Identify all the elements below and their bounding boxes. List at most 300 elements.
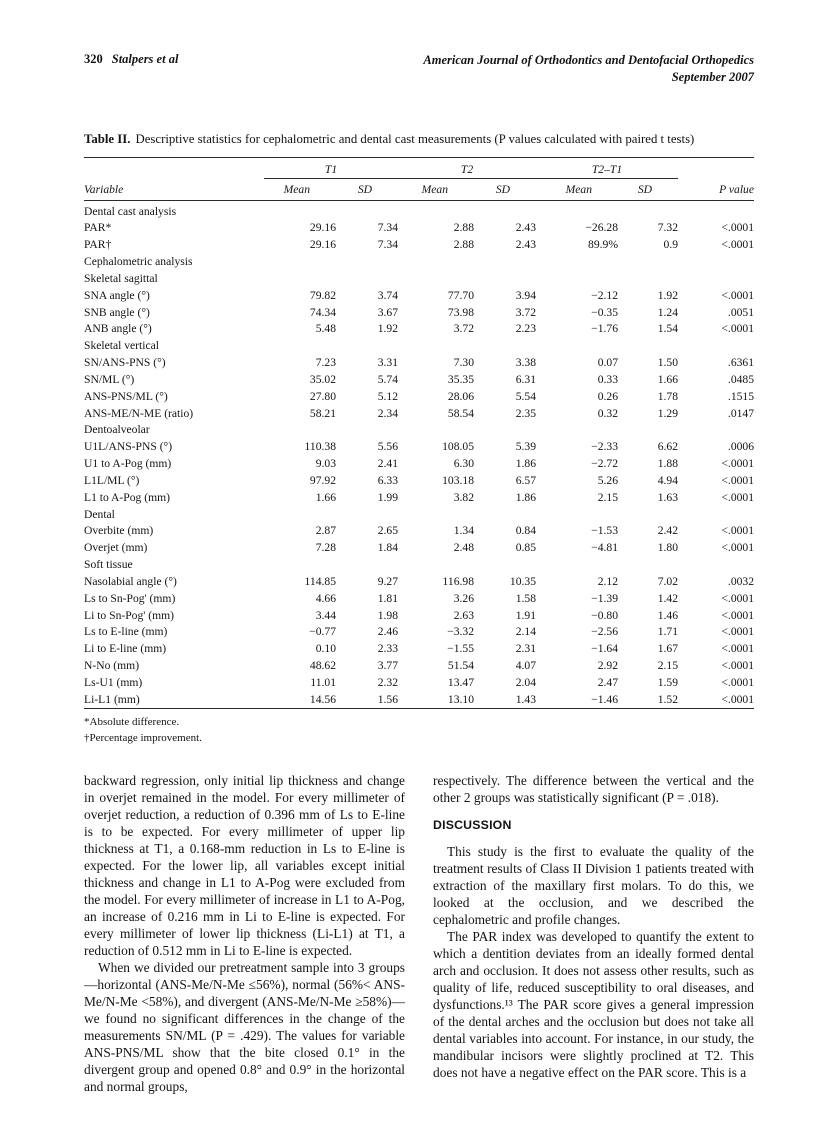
value-cell: −1.53 <box>591 524 618 538</box>
row-label: Overjet (mm) <box>84 541 148 555</box>
empty-cell <box>678 507 754 524</box>
value-cell: 3.26 <box>453 591 474 605</box>
value-cell: −0.80 <box>591 608 618 622</box>
value-cell: 3.38 <box>515 356 536 370</box>
p-value-cell: <.0001 <box>721 221 755 235</box>
column-header-row <box>84 178 754 200</box>
value-cell: 1.66 <box>315 490 336 504</box>
value-cell: 2.04 <box>515 675 536 689</box>
p-value-cell: <.0001 <box>721 692 755 706</box>
value-cell: 5.39 <box>515 440 536 454</box>
row-label: ANS-ME/N-ME (ratio) <box>84 406 194 420</box>
value-cell: 74.34 <box>309 305 336 319</box>
value-cell: −26.28 <box>585 221 618 235</box>
value-cell: 2.34 <box>377 406 398 420</box>
empty-cell <box>336 200 398 220</box>
value-cell: 2.42 <box>657 524 679 538</box>
article-body <box>84 772 754 1095</box>
value-cell: 77.70 <box>447 288 474 302</box>
empty-cell <box>264 271 336 288</box>
p-value-cell: <.0001 <box>721 642 755 656</box>
empty-cell <box>536 557 618 574</box>
empty-cell <box>618 271 678 288</box>
row-label: Cephalometric analysis <box>84 255 193 269</box>
row-label: Soft tissue <box>84 558 133 572</box>
group-header-t2t1: T2–T1 <box>536 157 678 178</box>
table-data-row <box>84 288 754 305</box>
column-header-sd-t2: SD <box>474 178 536 200</box>
value-cell: 1.24 <box>657 305 679 319</box>
value-cell: 1.56 <box>377 692 398 706</box>
row-label: N-No (mm) <box>84 658 140 672</box>
p-value-cell: <.0001 <box>721 608 755 622</box>
value-cell: 29.16 <box>309 221 336 235</box>
value-cell: 7.30 <box>453 356 474 370</box>
value-cell: 0.33 <box>597 372 618 386</box>
value-cell: 1.54 <box>657 322 679 336</box>
value-cell: 0.84 <box>515 524 536 538</box>
empty-cell <box>678 200 754 220</box>
table-section-row <box>84 422 754 439</box>
value-cell: 1.71 <box>657 625 679 639</box>
running-head <box>84 52 754 85</box>
value-cell: 2.35 <box>515 406 536 420</box>
table-data-row <box>84 692 754 709</box>
p-value-cell: .0147 <box>727 406 755 420</box>
footnote-percentage-improvement: †Percentage improvement. <box>84 731 202 744</box>
row-label: SNB angle (°) <box>84 305 150 319</box>
value-cell: 114.85 <box>304 574 336 588</box>
value-cell: −3.32 <box>447 625 474 639</box>
empty-cell <box>264 557 336 574</box>
value-cell: 1.78 <box>657 389 679 403</box>
value-cell: 0.9 <box>663 238 679 252</box>
value-cell: 48.62 <box>309 658 336 672</box>
row-label: SN/ANS-PNS (°) <box>84 356 166 370</box>
empty-cell <box>264 254 336 271</box>
value-cell: 2.33 <box>377 642 398 656</box>
value-cell: 1.84 <box>377 541 398 555</box>
empty-cell <box>678 271 754 288</box>
value-cell: 10.35 <box>509 574 536 588</box>
row-label: Ls to E-line (mm) <box>84 625 168 639</box>
value-cell: 0.85 <box>515 541 536 555</box>
p-value-cell: <.0001 <box>721 675 755 689</box>
empty-cell <box>336 557 398 574</box>
paragraph: The PAR index was developed to quantify the extent to which a dentition deviates from an ideally formed dental arch and occlusion. It does not assess other results, such as quality of life, reduced susceptibility to oral diseases, and dysfunctions.¹³ The PAR score gives a general impression of the dental arches and the occlusion but does not take all dental variables into account. For instance, in our study, the mandibular incisors were slightly proclined at T2. This does not have a negative effect on the PAR score. This is a <box>433 929 754 1081</box>
row-label: Ls-U1 (mm) <box>84 675 143 689</box>
value-cell: 1.63 <box>657 490 679 504</box>
value-cell: 1.86 <box>515 490 536 504</box>
p-value-cell: <.0001 <box>721 658 755 672</box>
row-label: PAR* <box>84 221 112 235</box>
empty-cell <box>536 422 618 439</box>
issue-date: September 2007 <box>671 69 754 84</box>
empty-cell <box>398 338 474 355</box>
empty-cell <box>336 338 398 355</box>
column-header-sd-t1: SD <box>336 178 398 200</box>
value-cell: 3.72 <box>453 322 474 336</box>
value-cell: 1.99 <box>377 490 398 504</box>
value-cell: 1.52 <box>657 692 679 706</box>
value-cell: 4.07 <box>515 658 536 672</box>
p-value-cell: <.0001 <box>721 473 755 487</box>
p-value-cell: <.0001 <box>721 591 755 605</box>
row-label: Overbite (mm) <box>84 524 154 538</box>
value-cell: −1.55 <box>447 642 474 656</box>
value-cell: 2.63 <box>453 608 474 622</box>
empty-cell <box>678 338 754 355</box>
page-number: 320 <box>84 52 103 66</box>
value-cell: 3.31 <box>377 356 398 370</box>
value-cell: 7.28 <box>315 541 336 555</box>
value-cell: 6.30 <box>453 457 474 471</box>
group-header-t1: T1 <box>264 157 398 178</box>
value-cell: 1.43 <box>515 692 536 706</box>
p-value-cell: .0485 <box>727 372 755 386</box>
value-cell: 79.82 <box>309 288 336 302</box>
value-cell: 0.26 <box>597 389 618 403</box>
empty-cell <box>618 422 678 439</box>
row-label: ANB angle (°) <box>84 322 152 336</box>
empty-cell <box>618 507 678 524</box>
p-value-cell: <.0001 <box>721 288 755 302</box>
column-header-mean-t2t1: Mean <box>536 178 618 200</box>
empty-cell <box>618 557 678 574</box>
value-cell: 4.66 <box>315 591 336 605</box>
empty-cell <box>678 422 754 439</box>
row-label: Li to E-line (mm) <box>84 642 167 656</box>
value-cell: 2.31 <box>515 642 536 656</box>
authors-short: Stalpers et al <box>111 52 179 66</box>
value-cell: −1.64 <box>591 642 618 656</box>
row-label: Li-L1 (mm) <box>84 692 140 706</box>
p-value-cell: <.0001 <box>721 238 755 252</box>
empty-cell <box>398 254 474 271</box>
empty-cell <box>264 507 336 524</box>
row-label: SNA angle (°) <box>84 288 150 302</box>
row-label: U1L/ANS-PNS (°) <box>84 440 173 454</box>
empty-cell <box>474 254 536 271</box>
row-label: Li to Sn-Pog' (mm) <box>84 608 175 622</box>
row-label: Skeletal sagittal <box>84 271 158 285</box>
value-cell: 1.80 <box>657 541 679 555</box>
empty-group-cell <box>678 157 754 178</box>
value-cell: 2.12 <box>597 574 618 588</box>
value-cell: 58.54 <box>447 406 474 420</box>
value-cell: 1.34 <box>453 524 474 538</box>
table-footnotes <box>84 715 754 746</box>
value-cell: 7.23 <box>315 356 336 370</box>
table-data-row <box>84 406 754 423</box>
empty-cell <box>398 200 474 220</box>
empty-cell <box>336 507 398 524</box>
p-value-cell: <.0001 <box>721 322 755 336</box>
value-cell: 73.98 <box>447 305 474 319</box>
row-label: Ls to Sn-Pog' (mm) <box>84 591 176 605</box>
empty-cell <box>618 254 678 271</box>
value-cell: 1.67 <box>657 642 679 656</box>
value-cell: 51.54 <box>447 658 474 672</box>
column-header-pvalue: P value <box>678 178 754 200</box>
value-cell: 2.15 <box>597 490 618 504</box>
table-data-row <box>84 490 754 507</box>
value-cell: 35.35 <box>447 372 474 386</box>
table-data-row <box>84 439 754 456</box>
p-value-cell: <.0001 <box>721 490 755 504</box>
running-head-left <box>84 52 178 67</box>
p-value-cell: <.0001 <box>721 625 755 639</box>
table-section-row <box>84 557 754 574</box>
group-header-t2: T2 <box>398 157 536 178</box>
value-cell: 7.32 <box>657 221 679 235</box>
value-cell: 6.31 <box>515 372 536 386</box>
row-label: SN/ML (°) <box>84 372 135 386</box>
value-cell: 9.03 <box>315 457 336 471</box>
table-caption-label: Table II. <box>84 132 131 146</box>
value-cell: 0.32 <box>597 406 618 420</box>
empty-cell <box>536 200 618 220</box>
table-data-row <box>84 540 754 557</box>
empty-cell <box>618 338 678 355</box>
value-cell: 3.67 <box>377 305 398 319</box>
row-label: Dentoalveolar <box>84 423 150 437</box>
row-label: Nasolabial angle (°) <box>84 574 177 588</box>
table-data-row <box>84 574 754 591</box>
value-cell: 7.02 <box>657 574 679 588</box>
value-cell: 0.07 <box>597 356 618 370</box>
table-data-row <box>84 389 754 406</box>
empty-cell <box>398 271 474 288</box>
empty-cell <box>536 254 618 271</box>
p-value-cell: <.0001 <box>721 541 755 555</box>
empty-cell <box>398 422 474 439</box>
empty-cell <box>536 338 618 355</box>
value-cell: 5.12 <box>377 389 398 403</box>
table-data-row <box>84 237 754 254</box>
table-section-row <box>84 200 754 220</box>
empty-cell <box>678 557 754 574</box>
group-header-row <box>84 157 754 178</box>
value-cell: 6.57 <box>515 473 536 487</box>
empty-cell <box>536 271 618 288</box>
p-value-cell: .0032 <box>727 574 755 588</box>
empty-cell <box>474 422 536 439</box>
empty-cell <box>678 254 754 271</box>
value-cell: 14.56 <box>309 692 336 706</box>
value-cell: 5.56 <box>377 440 398 454</box>
value-cell: 0.10 <box>315 642 336 656</box>
value-cell: 2.88 <box>453 221 474 235</box>
stats-table <box>84 157 754 710</box>
row-label: L1L/ML (°) <box>84 473 140 487</box>
value-cell: 2.47 <box>597 675 618 689</box>
value-cell: 3.72 <box>515 305 536 319</box>
value-cell: 1.81 <box>377 591 398 605</box>
value-cell: 28.06 <box>447 389 474 403</box>
value-cell: −2.72 <box>591 457 618 471</box>
value-cell: −2.33 <box>591 440 618 454</box>
column-header-mean-t1: Mean <box>264 178 336 200</box>
value-cell: 108.05 <box>442 440 474 454</box>
value-cell: 27.80 <box>309 389 336 403</box>
value-cell: 2.88 <box>453 238 474 252</box>
table-data-row <box>84 305 754 322</box>
table-data-row <box>84 321 754 338</box>
empty-cell <box>474 271 536 288</box>
empty-cell <box>398 557 474 574</box>
paragraph: backward regression, only initial lip thickness and change in overjet remained in the model. For every millimeter of overjet reduction, a reduction of 0.396 mm of Ls to E-line is to be expected. For every millimeter of upper lip thickness at T1, a 0.168-mm reduction in Ls to E-line is expected. For the lower lip, all variables except initial thickness and change in L1 to A-Pog were excluded from the model. For every millimeter of increase in L1 to A-Pog, an increase of 0.216 mm in Li to E-line is expected. For every millimeter of lower lip thickness (Li-L1) at T1, a reduction of 0.512 mm in Li to E-line is expected. <box>84 773 405 959</box>
value-cell: 6.62 <box>657 440 679 454</box>
value-cell: 7.34 <box>377 221 398 235</box>
value-cell: 2.92 <box>597 658 618 672</box>
empty-cell <box>336 422 398 439</box>
value-cell: 11.01 <box>310 675 336 689</box>
row-label: PAR† <box>84 238 112 252</box>
value-cell: 1.50 <box>657 356 679 370</box>
row-label: Dental <box>84 507 115 521</box>
value-cell: 9.27 <box>377 574 398 588</box>
p-value-cell: <.0001 <box>721 457 755 471</box>
value-cell: 13.10 <box>447 692 474 706</box>
value-cell: 2.43 <box>515 221 536 235</box>
value-cell: 3.77 <box>377 658 398 672</box>
table-data-row <box>84 641 754 658</box>
value-cell: −0.35 <box>591 305 618 319</box>
value-cell: 2.87 <box>315 524 336 538</box>
journal-title: American Journal of Orthodontics and Dentofacial Orthopedics <box>423 53 754 67</box>
paragraph: When we divided our pretreatment sample into 3 groups—horizontal (ANS-Me/N-Me ≤56%), normal (56%< ANS-Me/N-Me <58%), and divergent (ANS-Me/N-Me ≥58%)—we found no significant differences in the change of the measurements SN/ML (P = .429). The values for variable ANS-PNS/ML show that the bite closed 0.1° in the divergent group and opened 0.8° and 0.9° in the horizontal and normal groups, <box>84 960 405 1095</box>
p-value-cell: .0051 <box>727 305 755 319</box>
value-cell: −1.76 <box>591 322 618 336</box>
empty-cell <box>474 507 536 524</box>
value-cell: 29.16 <box>309 238 336 252</box>
value-cell: 6.33 <box>377 473 398 487</box>
value-cell: 1.98 <box>377 608 398 622</box>
footnote-absolute-difference: *Absolute difference. <box>84 716 180 729</box>
value-cell: 89.9% <box>588 238 618 252</box>
table-section-row <box>84 338 754 355</box>
empty-cell <box>474 200 536 220</box>
paragraph: This study is the first to evaluate the quality of the treatment results of Class II Division 1 patients treated with extraction of the maxillary first molars. To do this, we looked at the occlusion, and we described the cephalometric and profile changes. <box>433 844 754 928</box>
value-cell: −2.12 <box>591 288 618 302</box>
empty-cell <box>264 338 336 355</box>
table-section-row <box>84 254 754 271</box>
value-cell: 3.44 <box>315 608 336 622</box>
table-data-row <box>84 675 754 692</box>
table-caption <box>84 131 754 148</box>
table-data-row <box>84 608 754 625</box>
table-data-row <box>84 355 754 372</box>
table-section-row <box>84 507 754 524</box>
column-header-sd-t2t1: SD <box>618 178 678 200</box>
value-cell: 2.23 <box>515 322 536 336</box>
value-cell: 2.48 <box>453 541 474 555</box>
value-cell: 5.48 <box>315 322 336 336</box>
value-cell: 97.92 <box>309 473 336 487</box>
value-cell: 103.18 <box>442 473 474 487</box>
row-label: U1 to A-Pog (mm) <box>84 457 172 471</box>
value-cell: 2.15 <box>657 658 679 672</box>
value-cell: 5.26 <box>597 473 618 487</box>
value-cell: −2.56 <box>591 625 618 639</box>
left-column <box>84 772 405 1095</box>
value-cell: 2.41 <box>377 457 398 471</box>
value-cell: 2.32 <box>377 675 398 689</box>
table-data-row <box>84 220 754 237</box>
value-cell: 1.46 <box>657 608 679 622</box>
table-data-row <box>84 591 754 608</box>
empty-cell <box>336 254 398 271</box>
value-cell: −0.77 <box>309 625 336 639</box>
empty-cell <box>264 422 336 439</box>
empty-cell <box>264 200 336 220</box>
empty-cell <box>618 200 678 220</box>
table-data-row <box>84 523 754 540</box>
p-value-cell: .6361 <box>727 356 755 370</box>
value-cell: 3.94 <box>515 288 536 302</box>
value-cell: 4.94 <box>657 473 679 487</box>
p-value-cell: <.0001 <box>721 524 755 538</box>
column-header-mean-t2: Mean <box>398 178 474 200</box>
row-label: Dental cast analysis <box>84 204 177 218</box>
value-cell: 2.43 <box>515 238 536 252</box>
value-cell: −1.46 <box>591 692 618 706</box>
column-header-variable: Variable <box>84 178 264 200</box>
value-cell: 116.98 <box>442 574 474 588</box>
value-cell: −1.39 <box>591 591 618 605</box>
p-value-cell: .0006 <box>727 440 755 454</box>
empty-cell <box>336 271 398 288</box>
value-cell: −4.81 <box>591 541 618 555</box>
value-cell: 2.14 <box>515 625 536 639</box>
value-cell: 35.02 <box>309 372 336 386</box>
value-cell: 3.74 <box>377 288 398 302</box>
row-label: Skeletal vertical <box>84 339 160 353</box>
value-cell: 2.46 <box>377 625 398 639</box>
value-cell: 3.82 <box>453 490 474 504</box>
empty-cell <box>474 338 536 355</box>
right-column <box>433 772 754 1095</box>
value-cell: 13.47 <box>447 675 474 689</box>
table-data-row <box>84 372 754 389</box>
section-heading-discussion: DISCUSSION <box>433 818 512 833</box>
table-data-row <box>84 456 754 473</box>
value-cell: 1.42 <box>657 591 679 605</box>
paragraph: respectively. The difference between the vertical and the other 2 groups was statistically significant (P = .018). <box>433 773 754 806</box>
empty-cell <box>536 507 618 524</box>
value-cell: 1.88 <box>657 457 679 471</box>
value-cell: 1.29 <box>657 406 679 420</box>
value-cell: 1.59 <box>657 675 679 689</box>
table-section-row <box>84 271 754 288</box>
value-cell: 1.91 <box>515 608 536 622</box>
value-cell: 110.38 <box>304 440 336 454</box>
table-caption-text: Descriptive statistics for cephalometric and dental cast measurements (P values calculated with paired t tests) <box>135 132 695 146</box>
value-cell: 1.58 <box>515 591 536 605</box>
empty-group-cell <box>84 157 264 178</box>
value-cell: 5.54 <box>515 389 536 403</box>
row-label: ANS-PNS/ML (°) <box>84 389 168 403</box>
value-cell: 1.92 <box>657 288 679 302</box>
empty-cell <box>474 557 536 574</box>
running-head-right <box>423 52 754 85</box>
value-cell: 58.21 <box>309 406 336 420</box>
value-cell: 1.86 <box>515 457 536 471</box>
value-cell: 7.34 <box>377 238 398 252</box>
value-cell: 1.92 <box>377 322 398 336</box>
table-data-row <box>84 624 754 641</box>
